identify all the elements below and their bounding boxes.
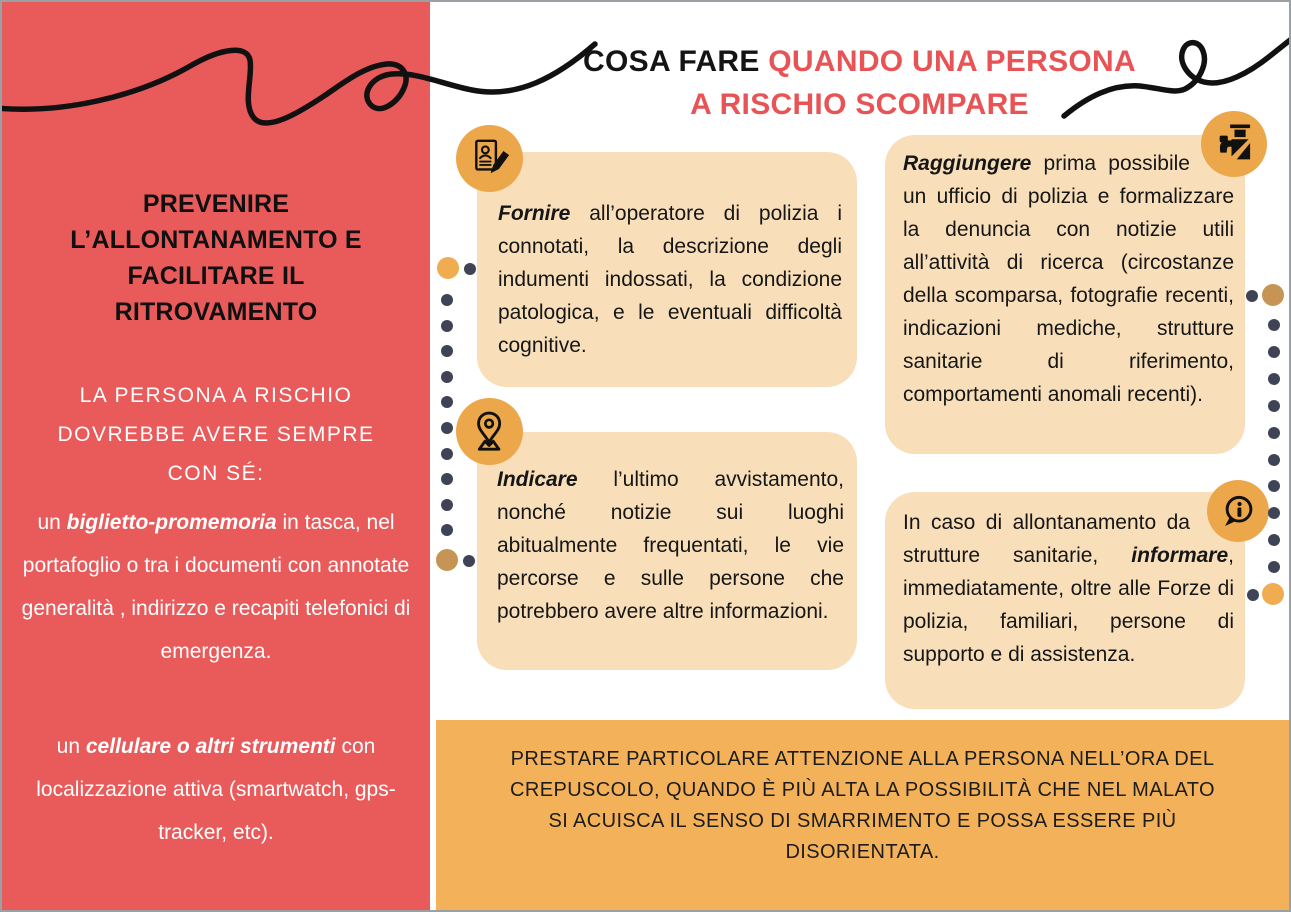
dot-decoration xyxy=(1268,480,1280,492)
page-title xyxy=(430,40,1289,126)
dot-decoration xyxy=(441,320,453,332)
card-informare-icon-badge xyxy=(1207,480,1269,542)
dot-decoration xyxy=(1268,319,1280,331)
card-raggiungere-icon-badge xyxy=(1201,111,1267,177)
dot-decoration xyxy=(1262,284,1284,306)
id-card-pencil-icon xyxy=(465,134,513,182)
card-raggiungere: Raggiungere prima possibile un ufficio di polizia e formalizzare la denuncia con notizie utili all’attività di ricerca (circostanze della scomparsa, fotografie recenti, indicazioni mediche, strutture sanitarie di riferimento, comportamenti anomali recenti). xyxy=(885,135,1245,454)
dot-decoration xyxy=(441,499,453,511)
dot-decoration xyxy=(437,257,459,279)
sidebar xyxy=(2,2,430,910)
warning-banner xyxy=(436,720,1289,910)
dot-decoration xyxy=(436,549,458,571)
card-informare: In caso di allontanamento da strutture sanitarie, informare, immediatamente, oltre alle Forze di polizia, familiari, persone di supporto e di assistenza. xyxy=(885,492,1245,709)
map-pin-icon xyxy=(465,407,513,455)
card-indicare: Indicare l’ultimo avvistamento, nonché notizie sui luoghi abitualmente frequentati, le vie percorse e sulle persone che potrebbero avere altre informazioni. xyxy=(477,432,857,670)
police-officer-icon xyxy=(1210,120,1258,168)
dot-decoration xyxy=(441,448,453,460)
sidebar-paragraph-phone: un cellulare o altri strumenti con localizzazione attiva (smartwatch, gps-tracker, etc). xyxy=(36,735,396,844)
dot-decoration xyxy=(441,396,453,408)
sidebar-title: PREVENIRE L’ALLONTANAMENTO E FACILITARE IL RITROVAMENTO xyxy=(70,190,362,326)
dot-decoration xyxy=(1268,561,1280,573)
sidebar-paragraph-memo: un biglietto-promemoria in tasca, nel portafoglio o tra i documenti con annotate generalità , indirizzo e recapiti telefonici di emergenza. xyxy=(21,511,411,663)
dot-decoration xyxy=(1268,427,1280,439)
dot-decoration xyxy=(1268,400,1280,412)
dot-decoration xyxy=(441,371,453,383)
dot-decoration xyxy=(1268,346,1280,358)
warning-banner-text: PRESTARE PARTICOLARE ATTENZIONE ALLA PERSONA NELL’ORA DEL CREPUSCOLO, QUANDO È PIÙ ALTA LA POSSIBILITÀ CHE NEL MALATO SI ACUISCA IL SENSO DI SMARRIMENTO E POSSA ESSERE PIÙ DISORIENTATA. xyxy=(510,748,1215,863)
page-title-black: COSA FARE xyxy=(583,45,760,78)
dot-decoration xyxy=(441,294,453,306)
dot-decoration xyxy=(1268,373,1280,385)
sidebar-subtitle: LA PERSONA A RISCHIO DOVREBBE AVERE SEMPRE CON SÉ: xyxy=(57,384,375,485)
card-fornire: Fornire all’operatore di polizia i connotati, la descrizione degli indumenti indossati, la condizione patologica, e le eventuali difficoltà cognitive. xyxy=(477,152,857,387)
page-title-red-line1: QUANDO UNA PERSONA xyxy=(768,45,1136,78)
dot-decoration xyxy=(1268,534,1280,546)
dot-decoration xyxy=(441,345,453,357)
dot-decoration xyxy=(463,555,475,567)
dot-decoration xyxy=(1268,507,1280,519)
card-fornire-icon-badge xyxy=(456,125,523,192)
dot-decoration xyxy=(441,524,453,536)
dot-decoration xyxy=(1262,583,1284,605)
dot-decoration xyxy=(441,473,453,485)
dot-decoration xyxy=(1268,454,1280,466)
dot-decoration xyxy=(1246,290,1258,302)
dot-decoration xyxy=(441,422,453,434)
page-title-red-line2: A RISCHIO SCOMPARE xyxy=(690,88,1029,121)
info-bubble-icon xyxy=(1216,489,1261,534)
card-indicare-icon-badge xyxy=(456,398,523,465)
dot-decoration xyxy=(1247,589,1259,601)
dot-decoration xyxy=(464,263,476,275)
